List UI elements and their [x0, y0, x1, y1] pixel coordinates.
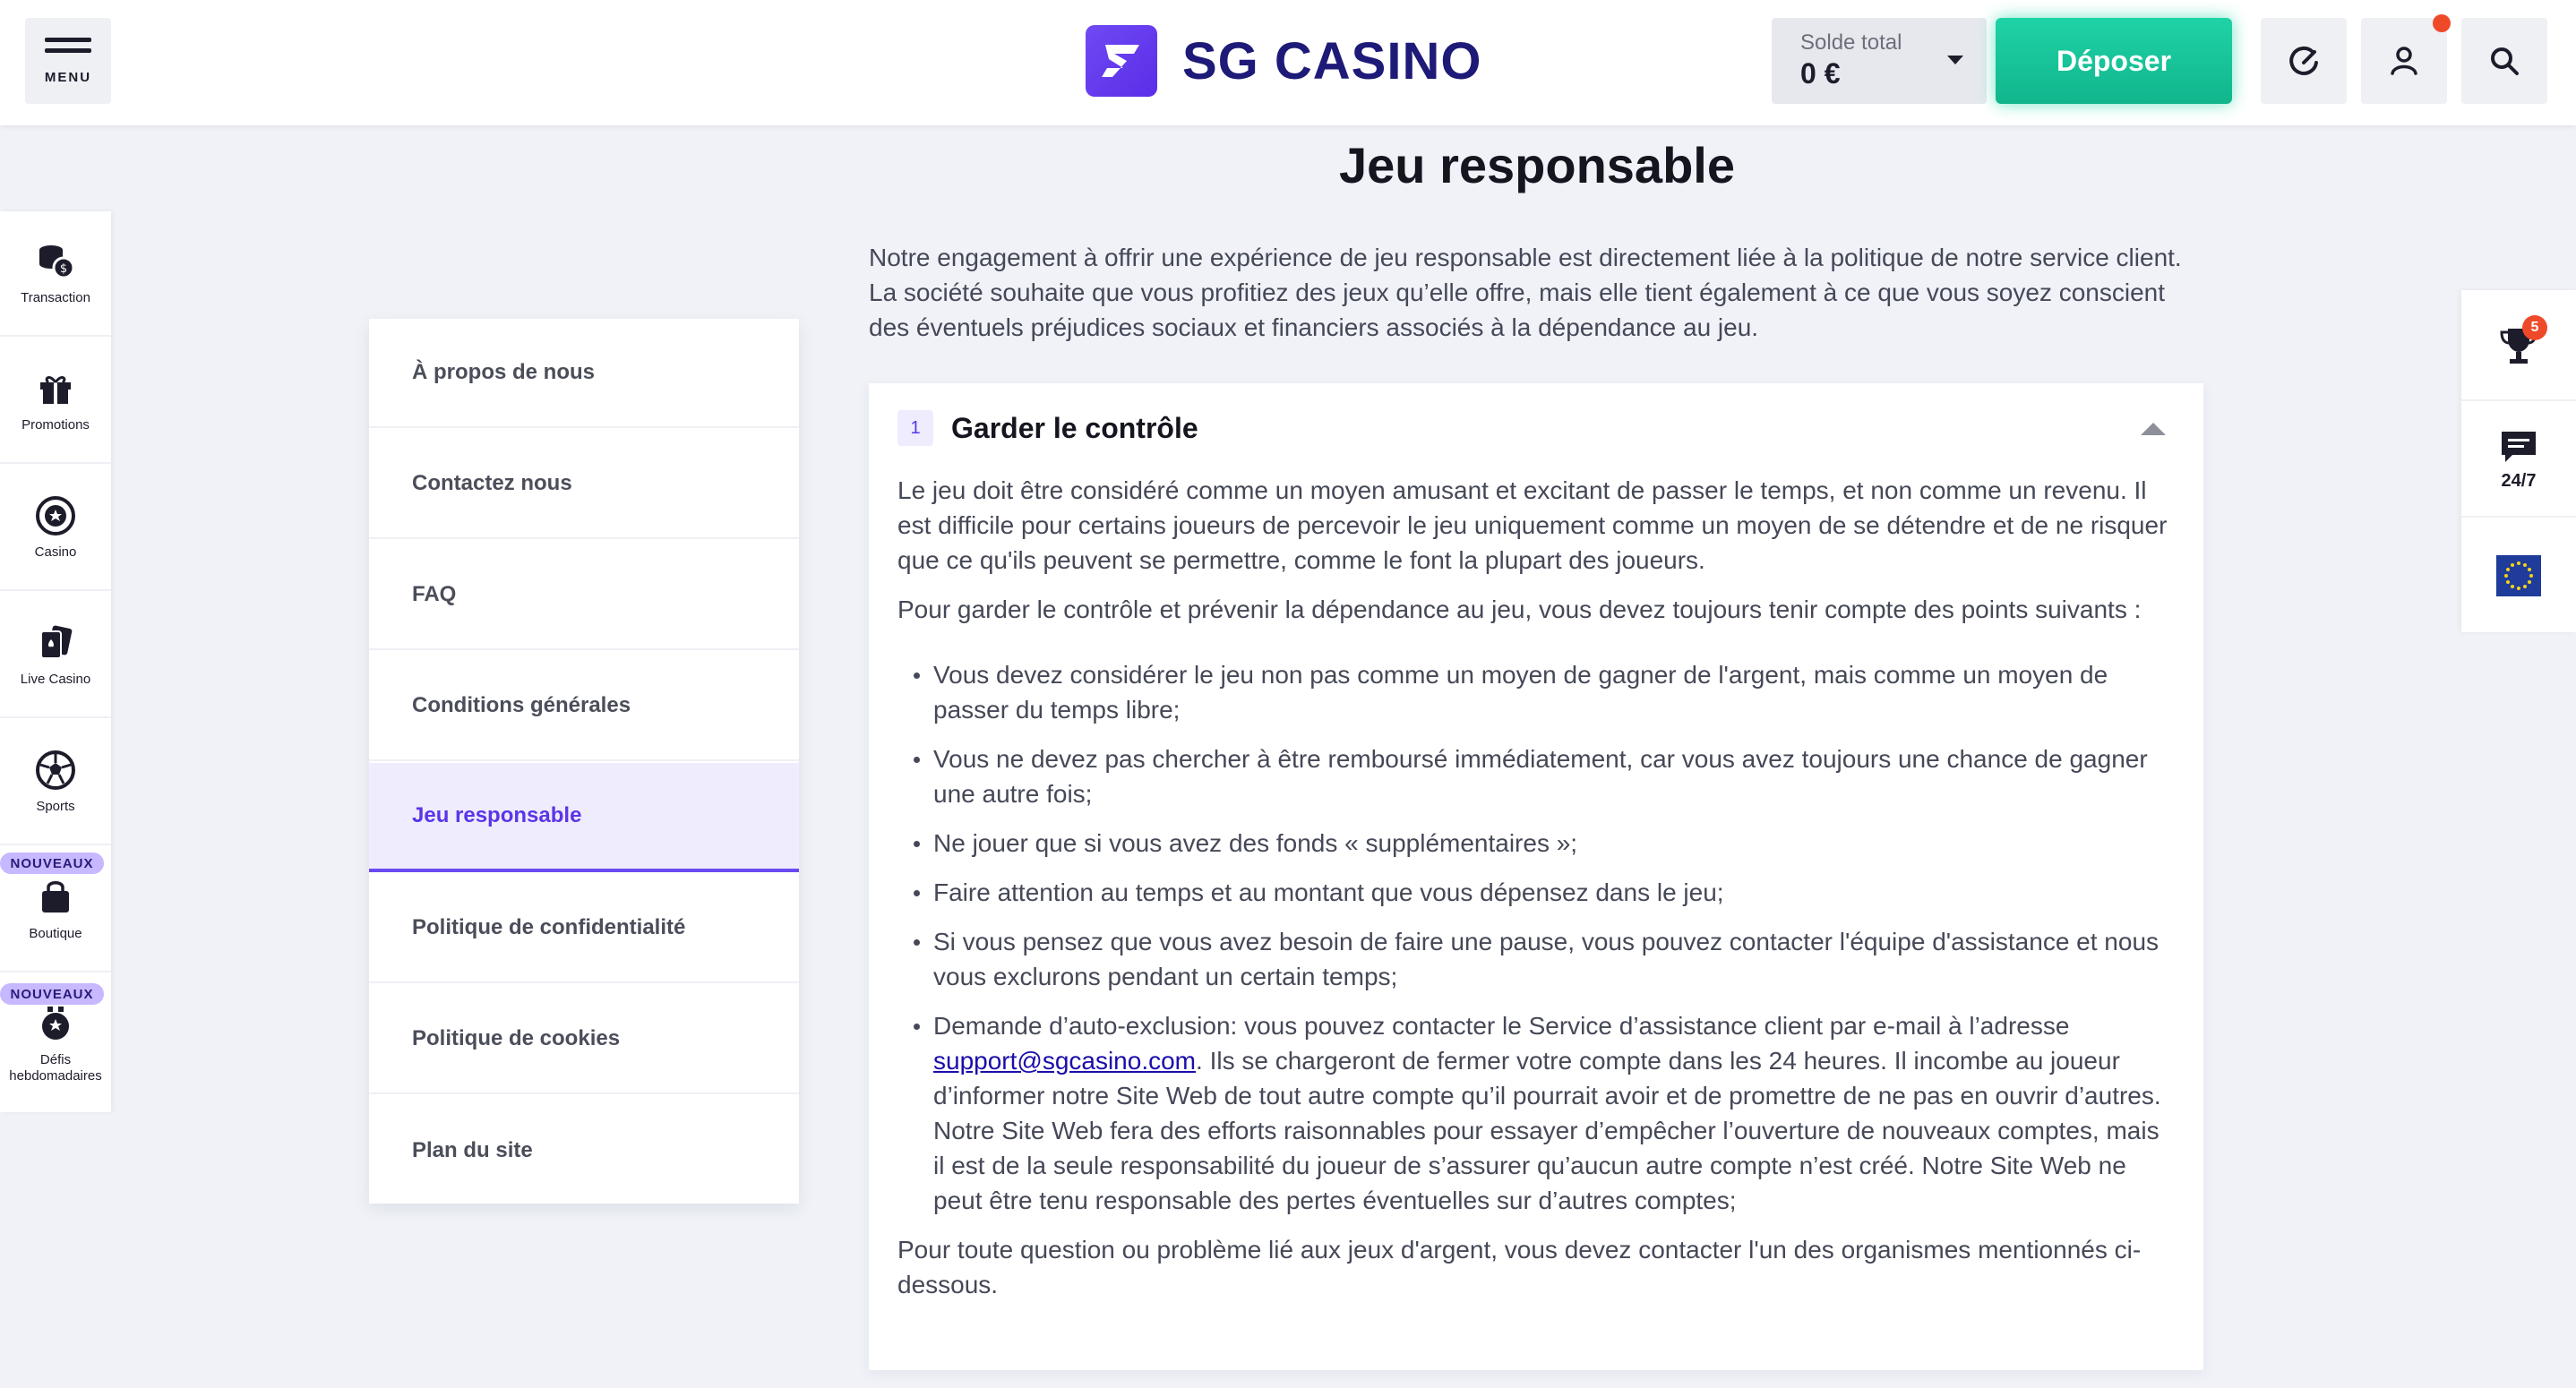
search-button[interactable]	[2461, 18, 2547, 104]
rail-label: Promotions	[21, 417, 90, 433]
medal-icon	[34, 1002, 77, 1045]
balance-label: Solde total	[1800, 30, 1902, 55]
chevron-up-icon[interactable]	[2141, 423, 2166, 435]
nav-item-cookies[interactable]: Politique de cookies	[369, 985, 799, 1094]
notification-dot	[2433, 14, 2451, 32]
accordion-header[interactable]	[897, 410, 1198, 446]
accordion-section	[869, 383, 2203, 1370]
section-paragraph: Pour toute question ou problème lié aux jeux d'argent, vous devez contacter l'un des organismes mentionnés ci-dessous.	[897, 1236, 2142, 1298]
rail-item-live-casino[interactable]	[0, 593, 111, 718]
rail-label: Transaction	[21, 290, 90, 305]
shopping-bag-icon	[34, 876, 77, 919]
chevron-down-icon	[1947, 56, 1963, 64]
eu-flag-icon	[2496, 555, 2541, 596]
rail-item-sports[interactable]	[0, 720, 111, 845]
nav-item-faq[interactable]: FAQ	[369, 541, 799, 650]
nav-item-about[interactable]: À propos de nous	[369, 319, 799, 428]
balance-dropdown[interactable]	[1772, 18, 1987, 104]
nav-item-contact[interactable]: Contactez nous	[369, 430, 799, 539]
gift-icon	[34, 367, 77, 410]
nav-item-privacy[interactable]: Politique de confidentialité	[369, 874, 799, 983]
chip-icon	[34, 494, 77, 537]
svg-text:$: $	[59, 262, 68, 276]
chat-label: 24/7	[2501, 470, 2537, 491]
responsible-gaming-button[interactable]	[2261, 18, 2347, 104]
section-paragraph: Le jeu doit être considéré comme un moyen amusant et excitant de passer le temps, et non comme un revenu. Il est difficile pour certains joueurs de percevoir le jeu uniquement comme un moyen de se détendre et de ne risquer que ce qu'ils peuvent se permettre, comme le font la plupart des joueurs.	[897, 476, 2168, 574]
right-quick-nav	[2461, 290, 2576, 632]
rail-label: Live Casino	[20, 672, 91, 687]
list-item: Si vous pensez que vous avez besoin de faire une pause, vous pouvez contacter l'équipe d'assistance et nous vous exclurons pendant un certain temps;	[897, 924, 2169, 994]
rail-label: Boutique	[29, 926, 82, 941]
intro-paragraph: Notre engagement à offrir une expérience de jeu responsable est directement liée à la politique de notre service client. La société souhaite que vous profitiez des jeux qu’elle offre, mais elle tient également à ce que vous soyez conscient des éventuels préjudices sociaux et financiers associés à la dépendance au jeu.	[869, 244, 2182, 341]
list-item: Vous ne devez pas chercher à être remboursé immédiatement, car vous avez toujours une chance de gagner une autre fois;	[897, 741, 2169, 811]
nav-item-sitemap[interactable]: Plan du site	[412, 1138, 533, 1162]
nav-item-responsible-gaming[interactable]: Jeu responsable	[369, 763, 799, 872]
section-paragraph: Pour garder le contrôle et prévenir la dépendance au jeu, vous devez toujours tenir compte des points suivants :	[897, 595, 2142, 623]
list-item	[897, 1008, 2169, 1218]
gauge-icon	[2286, 43, 2322, 79]
list-item: Faire attention au temps et au montant que vous dépensez dans le jeu;	[897, 875, 2169, 910]
football-icon	[34, 749, 77, 792]
rail-label: Casino	[34, 544, 77, 560]
list-item: Ne jouer que si vous avez des fonds « supplémentaires »;	[897, 826, 2169, 861]
support-email-link[interactable]: support@sgcasino.com	[933, 1047, 1197, 1075]
menu-button[interactable]	[25, 18, 111, 104]
rail-item-promotions[interactable]	[0, 338, 111, 464]
balance-value: 0 €	[1800, 57, 1841, 90]
hamburger-icon	[45, 38, 91, 64]
menu-label: MENU	[44, 69, 92, 85]
rail-label: Sports	[36, 799, 75, 814]
chat-icon	[2498, 428, 2539, 466]
section-title: Garder le contrôle	[951, 411, 1198, 444]
language-selector[interactable]	[2461, 519, 2576, 632]
list-item-text: . Ils se chargeront de fermer votre compte dans les 24 heures. Il incombe au joueur d’informer notre Site Web de tout autre compte qu’il pourrait avoir et de promettre de ne pas en ouvrir d’autres. Notre Site Web fera des efforts raisonnables pour essayer d’empêcher l’ouverture de nouveaux comptes, mais il est de la seule responsabilité du joueur de s’assurer qu’aucun autre compte n’est créé. Notre Site Web ne peut être tenu responsable des pertes éventuelles sur d’autres comptes;	[933, 1047, 2161, 1214]
logo-icon	[1086, 25, 1157, 97]
logo-text: SG CASINO	[1182, 31, 1482, 90]
deposit-button[interactable]: Déposer	[1996, 18, 2232, 104]
new-badge: NOUVEAUX	[0, 853, 104, 874]
new-badge: NOUVEAUX	[0, 983, 104, 1005]
top-header	[0, 0, 2576, 125]
account-button[interactable]	[2361, 18, 2447, 104]
user-icon	[2386, 43, 2422, 79]
list-item-text: Demande d’auto-exclusion: vous pouvez contacter le Service d’assistance client par e-mail à l’adresse	[933, 1012, 2070, 1040]
rail-item-transaction[interactable]	[0, 211, 111, 337]
info-sidenav	[369, 319, 799, 1204]
search-icon	[2486, 43, 2522, 79]
trophy-count-badge: 5	[2522, 315, 2547, 340]
list-item: Vous devez considérer le jeu non pas comme un moyen de gagner de l'argent, mais comme un moyen de passer du temps libre;	[897, 657, 2169, 727]
cards-icon	[34, 621, 77, 664]
page-title: Jeu responsable	[1339, 137, 1735, 193]
tips-list	[897, 657, 2169, 1218]
tournaments-button[interactable]	[2461, 290, 2576, 401]
section-number: 1	[897, 410, 933, 446]
live-chat-button[interactable]	[2461, 403, 2576, 518]
rail-label: Défis hebdomadaires	[9, 1052, 102, 1084]
site-logo[interactable]	[1086, 25, 1482, 97]
nav-item-terms[interactable]: Conditions générales	[369, 652, 799, 761]
left-quick-nav	[0, 211, 111, 1112]
coins-icon	[34, 240, 77, 283]
section-body	[897, 473, 2169, 1316]
rail-item-casino[interactable]	[0, 466, 111, 591]
